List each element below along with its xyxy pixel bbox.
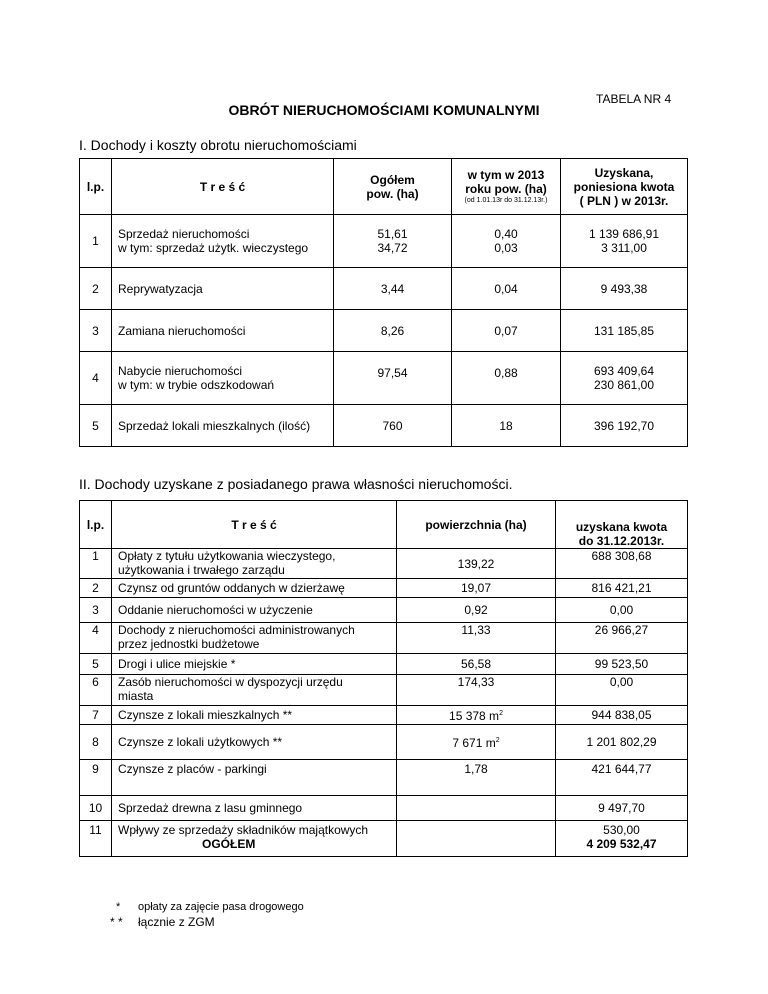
header-kwota <box>556 501 688 549</box>
table-header-row <box>80 159 688 215</box>
row-kwota <box>561 215 688 268</box>
header-ogolem-line2: pow. (ha) <box>366 186 419 201</box>
row-kwota <box>561 352 688 405</box>
header-kwota <box>561 159 688 215</box>
row-kwota: 421 644,77 <box>556 760 688 796</box>
header-wtym <box>452 159 561 215</box>
row-lp: 5 <box>80 654 112 675</box>
row-kwota: 99 523,50 <box>556 654 688 675</box>
row-tresc-line1: Dochody z nieruchomości administrowanych <box>118 623 355 637</box>
row-lp: 4 <box>80 623 112 654</box>
row-powierzchnia <box>397 821 556 857</box>
section1-heading: I. Dochody i koszty obrotu nieruchomościami <box>79 137 357 153</box>
row-kwota-line2: 3 311,00 <box>601 241 647 255</box>
row-kwota <box>556 821 688 857</box>
row-lp: 10 <box>80 796 112 821</box>
table-row <box>80 623 688 654</box>
header-kwota-line1: uzyskana kwota <box>575 520 668 534</box>
row-lp: 9 <box>80 760 112 796</box>
row-kwota: 0,00 <box>556 598 688 623</box>
row-tresc <box>112 675 397 706</box>
row-tresc-line1: Sprzedaż nieruchomości <box>118 227 250 241</box>
row-wtym: 0,07 <box>452 310 561 352</box>
row-ogolem-line1: 51,61 <box>377 227 408 241</box>
row-kwota: 816 421,21 <box>556 579 688 598</box>
row-lp: 11 <box>80 821 112 857</box>
row-powierzchnia-value: 7 671 m <box>452 736 496 750</box>
header-ogolem-line1: Ogółem <box>370 172 415 187</box>
row-kwota-line1: 1 139 686,91 <box>588 227 660 241</box>
header-lp: l.p. <box>80 159 112 215</box>
header-kwota-line2: poniesiona kwota <box>573 179 675 194</box>
section2-heading: II. Dochody uzyskane z posiadanego prawa własności nieruchomości. <box>79 476 513 492</box>
row-kwota: 26 966,27 <box>556 623 688 654</box>
row-tresc-line2: przez jednostki budżetowe <box>118 637 260 651</box>
ownership-income-table <box>79 500 688 857</box>
table-header-row <box>80 501 688 549</box>
row-tresc-line1: Wpływy ze sprzedaży składników majątkowych <box>118 823 369 837</box>
row-tresc: Sprzedaż drewna z lasu gminnego <box>112 796 397 821</box>
row-lp: 3 <box>80 310 112 352</box>
row-tresc-line2: w tym: sprzedaż użytk. wieczystego <box>118 241 309 255</box>
row-lp: 8 <box>80 725 112 760</box>
row-powierzchnia: 0,92 <box>397 598 556 623</box>
row-tresc <box>112 352 334 405</box>
footnote-text: opłaty za zajęcie pasa drogowego <box>138 901 304 913</box>
row-powierzchnia <box>397 725 556 760</box>
table-number-label: TABELA NR 4 <box>596 92 672 106</box>
row-powierzchnia: 1,78 <box>397 760 556 796</box>
row-tresc: Czynsze z lokali mieszkalnych ** <box>112 706 397 725</box>
row-powierzchnia-value: 15 378 m <box>449 709 500 723</box>
page-title: OBRÓT NIERUCHOMOŚCIAMI KOMUNALNYMI <box>228 102 540 118</box>
row-tresc-line1: Nabycie nieruchomości <box>118 364 243 378</box>
row-kwota: 1 201 802,29 <box>556 725 688 760</box>
total-value: 4 209 532,47 <box>586 837 657 851</box>
table-row <box>80 405 688 447</box>
row-powierzchnia: 11,33 <box>397 623 556 654</box>
row-kwota: 396 192,70 <box>561 405 688 447</box>
row-lp: 1 <box>80 549 112 579</box>
footnote-mark: * * <box>110 915 123 929</box>
row-wtym <box>452 215 561 268</box>
row-powierzchnia: 56,58 <box>397 654 556 675</box>
row-tresc: Drogi i ulice miejskie * <box>112 654 397 675</box>
row-lp: 2 <box>80 579 112 598</box>
row-tresc <box>112 549 397 579</box>
row-powierzchnia: 139,22 <box>397 549 556 579</box>
row-tresc-line1: Zasób nieruchomości w dyspozycji urzędu <box>118 675 343 689</box>
row-lp: 2 <box>80 268 112 310</box>
row-kwota: 688 308,68 <box>556 549 688 579</box>
table-row <box>80 821 688 857</box>
row-lp: 3 <box>80 598 112 623</box>
row-powierzchnia <box>397 706 556 725</box>
table-row <box>80 268 688 310</box>
row-kwota: 9 493,38 <box>561 268 688 310</box>
row-lp: 5 <box>80 405 112 447</box>
header-wtym-line2: roku pow. (ha) <box>465 182 547 196</box>
header-ogolem <box>334 159 452 215</box>
table-row <box>80 598 688 623</box>
superscript-2: 2 <box>499 710 503 717</box>
row-kwota-line1: 530,00 <box>603 823 640 837</box>
income-costs-table <box>79 158 688 447</box>
row-tresc-line2: w tym: w trybie odszkodowań <box>118 378 275 392</box>
row-ogolem <box>334 215 452 268</box>
row-tresc <box>112 623 397 654</box>
table-row <box>80 352 688 405</box>
row-lp: 6 <box>80 675 112 706</box>
table-row <box>80 675 688 706</box>
row-tresc: Oddanie nieruchomości w użyczenie <box>112 598 397 623</box>
table-row <box>80 706 688 725</box>
table-row <box>80 215 688 268</box>
row-lp: 7 <box>80 706 112 725</box>
row-tresc-line2: użytkowania i trwałego zarządu <box>118 563 285 577</box>
row-kwota-line1: 693 409,64 <box>593 364 655 378</box>
row-wtym-line2: 0,03 <box>494 241 518 255</box>
row-tresc: Czynsze z placów - parkingi <box>112 760 397 796</box>
table-row <box>80 549 688 579</box>
total-label: OGÓŁEM <box>202 837 256 851</box>
table-row <box>80 654 688 675</box>
table-row <box>80 796 688 821</box>
row-tresc: Czynsze z lokali użytkowych ** <box>112 725 397 760</box>
row-tresc: Reprywatyzacja <box>112 268 334 310</box>
header-kwota-line2: do 31.12.2013r. <box>578 534 665 548</box>
row-tresc-line1: Opłaty z tytułu użytkowania wieczystego, <box>118 549 336 563</box>
footnote-mark: * <box>116 901 121 913</box>
header-kwota-line3: ( PLN ) w 2013r. <box>579 193 669 208</box>
header-tresc: T r e ś ć <box>112 159 334 215</box>
row-wtym-line1: 0,40 <box>494 227 518 241</box>
row-powierzchnia <box>397 796 556 821</box>
row-ogolem: 97,54 <box>334 352 452 405</box>
row-wtym: 0,04 <box>452 268 561 310</box>
row-tresc <box>112 821 397 857</box>
row-powierzchnia: 19,07 <box>397 579 556 598</box>
table-row <box>80 579 688 598</box>
table-row <box>80 310 688 352</box>
header-wtym-line1: w tym w 2013 <box>467 168 545 182</box>
header-powierzchnia: powierzchnia (ha) <box>397 501 556 549</box>
header-wtym-note: (od 1.01.13r do 31.12.13r.) <box>464 197 548 204</box>
row-tresc: Zamiana nieruchomości <box>112 310 334 352</box>
row-kwota: 9 497,70 <box>556 796 688 821</box>
row-tresc: Sprzedaż lokali mieszkalnych (ilość) <box>112 405 334 447</box>
row-tresc <box>112 215 334 268</box>
table-row <box>80 760 688 796</box>
header-tresc: T r e ś ć <box>112 501 397 549</box>
row-lp: 4 <box>80 352 112 405</box>
row-ogolem: 8,26 <box>334 310 452 352</box>
row-kwota: 131 185,85 <box>561 310 688 352</box>
header-lp: l.p. <box>80 501 112 549</box>
row-powierzchnia: 174,33 <box>397 675 556 706</box>
row-kwota-line2: 230 861,00 <box>593 378 655 392</box>
row-ogolem: 3,44 <box>334 268 452 310</box>
row-ogolem: 760 <box>334 405 452 447</box>
row-wtym: 18 <box>452 405 561 447</box>
header-kwota-line1: Uzyskana, <box>594 165 654 180</box>
footnote-text: łącznie z ZGM <box>138 915 215 929</box>
row-tresc-line2: miasta <box>118 689 154 703</box>
row-ogolem-line2: 34,72 <box>377 241 408 255</box>
row-lp: 1 <box>80 215 112 268</box>
row-kwota: 0,00 <box>556 675 688 706</box>
row-wtym: 0,88 <box>452 352 561 405</box>
superscript-2: 2 <box>495 737 500 744</box>
row-kwota: 944 838,05 <box>556 706 688 725</box>
row-tresc: Czynsz od gruntów oddanych w dzierżawę <box>112 579 397 598</box>
table-row <box>80 725 688 760</box>
